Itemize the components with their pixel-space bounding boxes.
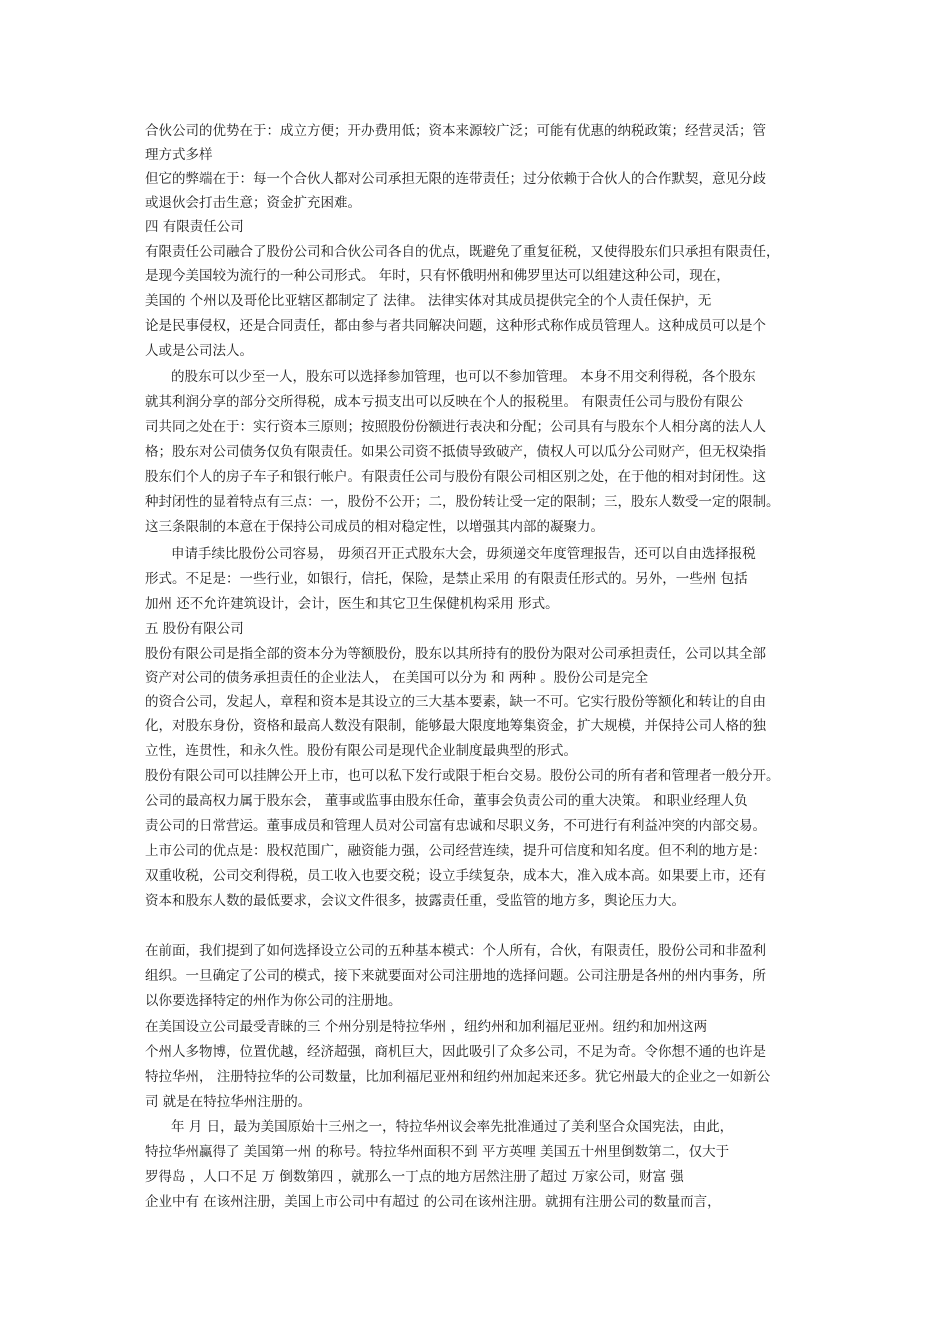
text-line: 论是民事侵权，还是合同责任，都由参与者共同解决问题，这种形式称作成员管理人。这种成员可以是个	[145, 318, 766, 334]
text-line: 加州 还不允许建筑设计，会计，医生和其它卫生保健机构采用 形式。	[145, 596, 559, 612]
text-line: 公司的最高权力属于股东会， 董事或监事由股东任命，董事会负责公司的重大决策。 和职业经理人负	[145, 793, 748, 809]
text-line: 就其利润分享的部分交所得税，成本亏损支出可以反映在个人的报税里。 有限责任公司与股份有限公	[145, 394, 744, 410]
text-line: 个州人多物博，位置优越，经济超强，商机巨大，因此吸引了众多公司，不足为奇。令你想不通的也许是	[145, 1044, 766, 1060]
text-line: 以你要选择特定的州作为你公司的注册地。	[145, 993, 402, 1009]
text-line: 的资合公司，发起人，章程和资本是其设立的三大基本要素，缺一不可。它实行股份等额化和转让的自由	[145, 694, 766, 710]
section-heading: 四 有限责任公司	[145, 219, 244, 235]
text-line: 组织。一旦确定了公司的模式，接下来就要面对公司注册地的选择问题。公司注册是各州的州内事务，所	[145, 968, 766, 984]
text-line: 特拉华州赢得了 美国第一州 的称号。特拉华州面积不到 平方英哩 美国五十州里倒数第二，仅大于	[145, 1144, 730, 1160]
text-line: 上市公司的优点是：股权范围广，融资能力强，公司经营连续，提升可信度和知名度。但不利的地方是：	[145, 843, 766, 859]
text-line: 是现今美国较为流行的一种公司形式。 年时，只有怀俄明州和佛罗里达可以组建这种公司，现在，	[145, 268, 730, 284]
text-line: 形式。不足是：一些行业，如银行，信托，保险，是禁止采用 的有限责任形式的。另外，一些州 包括	[145, 571, 748, 587]
text-line: 但它的弊端在于：每一个合伙人都对公司承担无限的连带责任；过分依赖于合伙人的合作默契，意见分歧	[145, 171, 766, 187]
text-line: 这三条限制的本意在于保持公司成员的相对稳定性，以增强其内部的凝聚力。	[145, 519, 604, 535]
text-line: 格；股东对公司债务仅负有限责任。如果公司资不抵债导致破产，债权人可以瓜分公司财产，但无权染指	[145, 444, 766, 460]
text-line: 人或是公司法人。	[145, 343, 253, 359]
text-line: 股东们个人的房子车子和银行帐户。有限责任公司与股份有限公司相区别之处，在于他的相对封闭性。这	[145, 469, 766, 485]
text-line: 在前面，我们提到了如何选择设立公司的五种基本模式：个人所有，合伙，有限责任，股份公司和非盈利	[145, 943, 766, 959]
text-line: 罗得岛 ，人口不足 万 倒数第四 ，就那么一丁点的地方居然注册了超过 万家公司，财富 强	[145, 1169, 684, 1185]
text-line: 化，对股东身份，资格和最高人数没有限制，能够最大限度地筹集资金，扩大规模，并保持公司人格的独	[145, 718, 766, 734]
text-line: 双重收税，公司交利得税，员工收入也要交税；设立手续复杂，成本大，准入成本高。如果要上市，还有	[145, 868, 766, 884]
text-line: 有限责任公司融合了股份公司和合伙公司各自的优点，既避免了重复征税，又使得股东们只承担有限责任，	[145, 244, 780, 260]
text-line: 企业中有 在该州注册，美国上市公司中有超过 的公司在该州注册。就拥有注册公司的数量而言，	[145, 1194, 721, 1210]
text-line: 责公司的日常营运。董事成员和管理人员对公司富有忠诚和尽职义务，不可进行有利益冲突的内部交易。	[145, 818, 766, 834]
text-line: 理方式多样	[145, 147, 213, 163]
text-line: 的股东可以少至一人，股东可以选择参加管理，也可以不参加管理。 本身不用交利得税，各个股东	[171, 369, 756, 385]
section-heading: 五 股份有限公司	[145, 621, 244, 637]
text-line: 资本和股东人数的最低要求，会议文件很多，披露责任重，受监管的地方多，舆论压力大。	[145, 893, 685, 909]
text-line: 合伙公司的优势在于：成立方便；开办费用低；资本来源较广泛；可能有优惠的纳税政策；经营灵活；管	[145, 123, 766, 139]
text-line: 种封闭性的显着特点有三点：一，股份不公开；二，股份转让受一定的限制；三，股东人数受一定的限制。	[145, 494, 780, 510]
text-line: 立性，连贯性，和永久性。股份有限公司是现代企业制度最典型的形式。	[145, 743, 577, 759]
text-line: 股份有限公司是指全部的资本分为等额股份，股东以其所持有的股份为限对公司承担责任，公司以其全部	[145, 646, 766, 662]
text-line: 司共同之处在于：实行资本三原则；按照股份份额进行表决和分配；公司具有与股东个人相分离的法人人	[145, 419, 766, 435]
text-line: 股份有限公司可以挂牌公开上市，也可以私下发行或限于柜台交易。股份公司的所有者和管理者一般分开。	[145, 768, 780, 784]
text-line: 年 月 日，最为美国原始十三州之一，特拉华州议会率先批准通过了美利坚合众国宪法，由此，	[171, 1119, 734, 1135]
text-line: 申请手续比股份公司容易， 毋须召开正式股东大会，毋须递交年度管理报告，还可以自由选择报税	[171, 546, 756, 562]
text-line: 或退伙会打击生意；资金扩充困难。	[145, 195, 361, 211]
text-line: 司 就是在特拉华州注册的。	[145, 1094, 312, 1110]
text-line: 在美国设立公司最受青睐的三 个州分别是特拉华州 ，纽约州和加利福尼亚州。纽约和加州这两	[145, 1019, 708, 1035]
text-line: 资产对公司的债务承担责任的企业法人， 在美国可以分为 和 两种 。股份公司是完全	[145, 670, 649, 686]
text-line: 特拉华州， 注册特拉华的公司数量，比加利福尼亚州和纽约州加起来还多。犹它州最大的企业之一如新公	[145, 1069, 771, 1085]
text-line: 美国的 个州以及哥伦比亚辖区都制定了 法律。 法律实体对其成员提供完全的个人责任保护，无	[145, 293, 712, 309]
